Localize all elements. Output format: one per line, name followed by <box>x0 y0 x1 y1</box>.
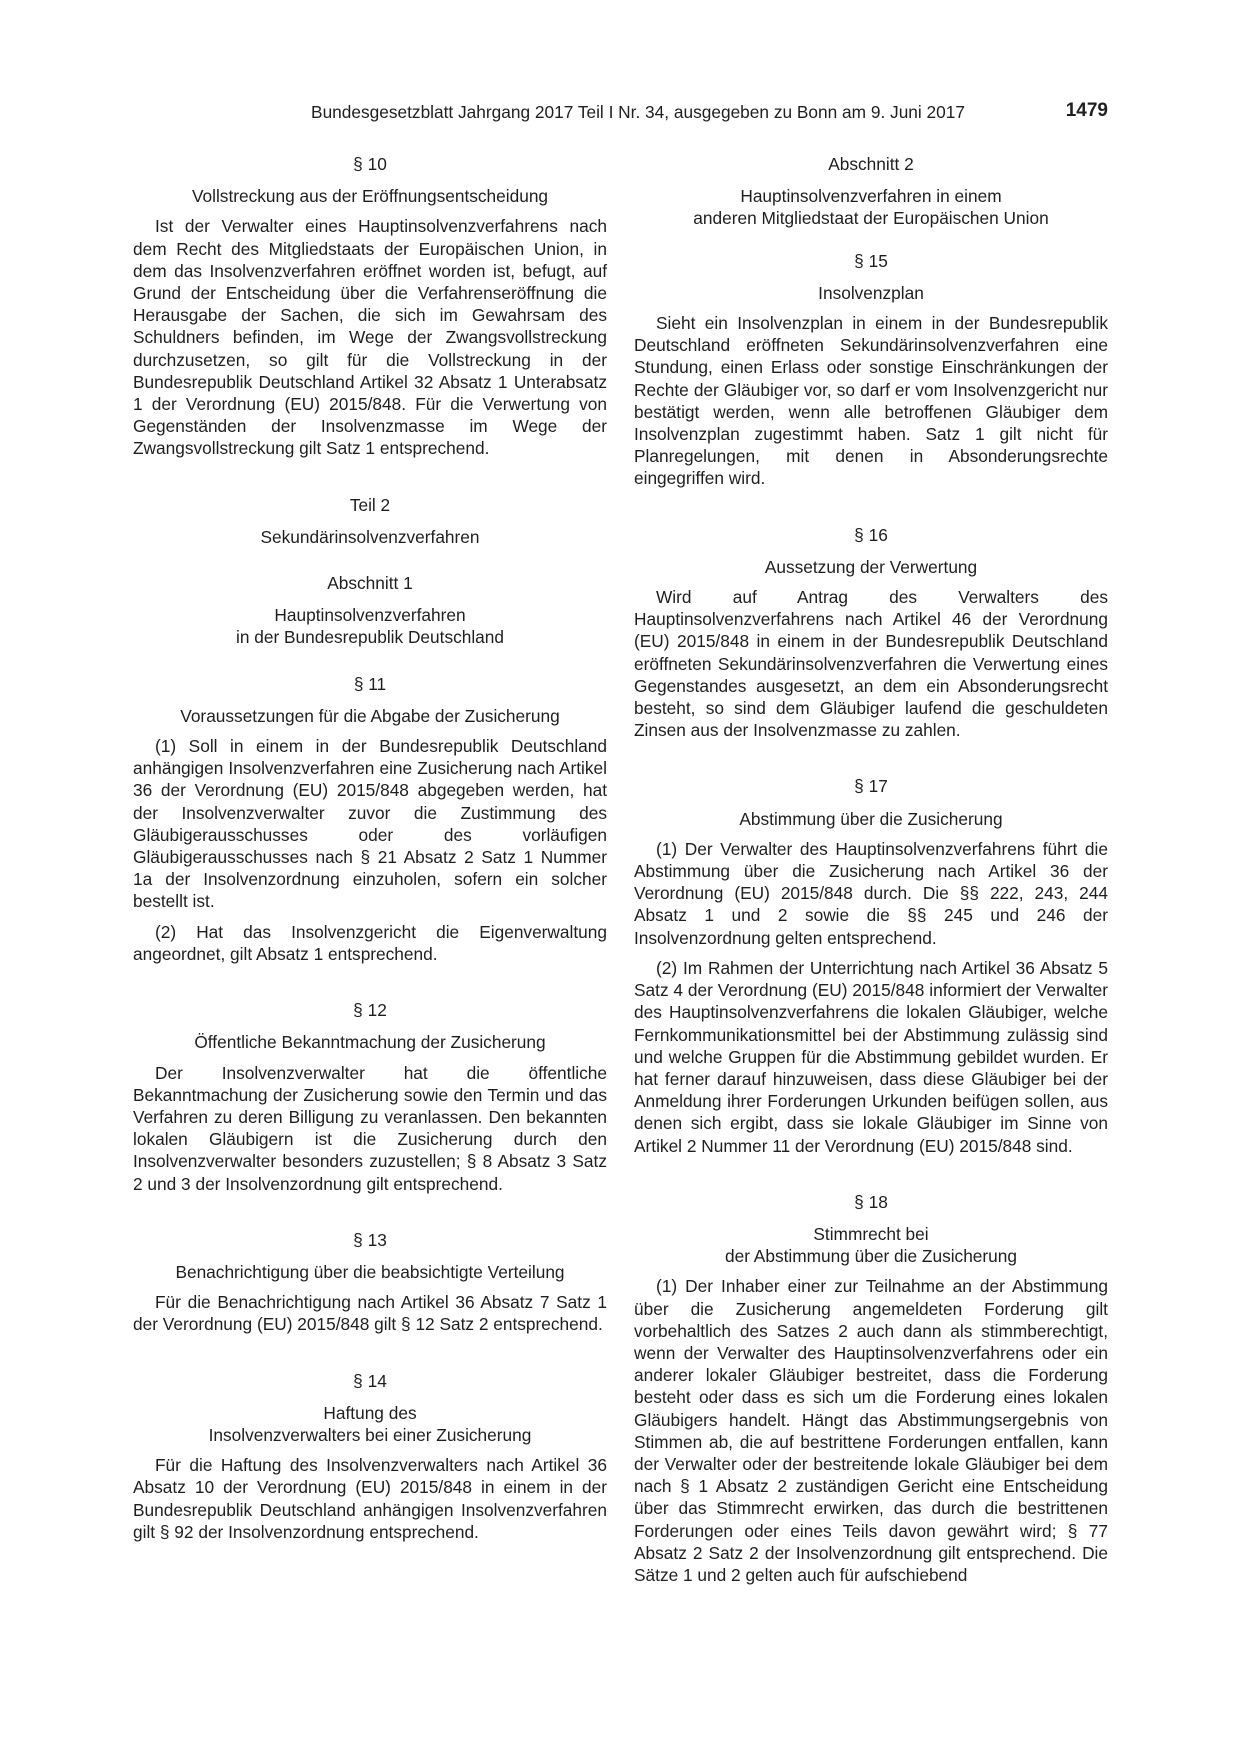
part-title: Sekundärinsolvenzverfahren <box>260 526 480 547</box>
chapter-2-heading <box>634 153 1108 230</box>
chapter-number: Abschnitt 1 <box>327 573 413 594</box>
chapter-title-line-2: in der Bundesrepublik Deutschland <box>235 627 505 648</box>
section-body: Wird auf Antrag des Verwalters des Hauptinsolvenzverfahrens nach Artikel 46 der Verordnung (EU) 2015/848 in einem in der Bundesrepublik Deutschland eröffneten Sekundärinsolvenzverfahren die Verwertung eines Gegenstandes ausgesetzt, an dem ein Absonderungsrecht besteht, so sind dem Gläubiger laufend die geschuldeten Zinsen aus der Insolvenzmasse zu zahlen. <box>634 587 1108 741</box>
section-number: § 14 <box>353 1370 387 1391</box>
section-number: § 12 <box>353 1000 387 1021</box>
chapter-title-line-1: Hauptinsolvenzverfahren in einem <box>740 186 1002 207</box>
section-title: Aussetzung der Verwertung <box>764 556 978 577</box>
part-number: Teil 2 <box>349 494 391 515</box>
chapter-title-line-1: Hauptinsolvenzverfahren <box>274 605 466 626</box>
section-title-line-1: Haftung des <box>323 1402 417 1423</box>
section-title: Vollstreckung aus der Eröffnungsentscheidung <box>191 186 549 207</box>
section-12 <box>133 999 607 1195</box>
section-title: Insolvenzplan <box>818 282 924 303</box>
section-10 <box>133 153 607 460</box>
page-number: 1479 <box>1065 100 1108 121</box>
paragraph-1: (1) Der Inhaber einer zur Teilnahme an der Abstimmung über die Zusicherung angemeldeten Forderung gilt vorbehaltlich des Satzes 2 auch dann als stimmberechtigt, wenn der Verwalter des Hauptinsolvenzverfahrens oder ein anderer lokaler Gläubiger bestreitet, dass die Forderung besteht oder dass es sich um die Forderung eines lokalen Gläubigers handelt. Hängt das Abstimmungsergebnis von Stimmen ab, die auf bestrittene Forderungen entfallen, kann der Verwalter oder der bestreitende lokale Gläubiger bei dem nach § 1 Absatz 2 zuständigen Gericht eine Entscheidung über das Stimmrecht erwirken, das durch die bestrittenen Forderungen oder eines Teils davon gewährt wird; § 77 Absatz 2 Satz 2 der Insolvenzordnung gilt entsprechend. Die Sätze 1 und 2 gelten auch für aufschiebend <box>634 1276 1108 1585</box>
section-number: § 16 <box>854 524 888 545</box>
left-column <box>133 153 607 1543</box>
section-title: Voraussetzungen für die Abgabe der Zusicherung <box>180 705 560 726</box>
section-title-line-2: Insolvenzverwalters bei einer Zusicherung <box>208 1424 532 1445</box>
section-title-line-1: Stimmrecht bei <box>813 1223 929 1244</box>
gazette-title: Bundesgesetzblatt Jahrgang 2017 Teil I Nr. 34, ausgegeben zu Bonn am 9. Juni 2017 <box>311 102 965 122</box>
section-body: Für die Haftung des Insolvenzverwalters nach Artikel 36 Absatz 10 der Verordnung (EU) 2015/848 in einem in der Bundesrepublik Deutschland anhängigen Insolvenzverfahren gilt § 92 der Insolvenzordnung entsprechend. <box>133 1455 607 1542</box>
section-body: Der Insolvenzverwalter hat die öffentliche Bekanntmachung der Zusicherung sowie den Termin und das Verfahren zu deren Billigung zu veranlassen. Den bekannten lokalen Gläubigern ist die Zusicherung durch den Insolvenzverwalter besonders zuzustellen; § 8 Absatz 3 Satz 2 und 3 der Insolvenzordnung gilt entsprechend. <box>133 1062 607 1194</box>
section-number: § 11 <box>353 673 387 694</box>
section-18 <box>634 1191 1108 1586</box>
section-title: Öffentliche Bekanntmachung der Zusicherung <box>194 1032 546 1053</box>
section-17 <box>634 775 1108 1156</box>
section-body: Sieht ein Insolvenzplan in einem in der Bundesrepublik Deutschland eröffneten Sekundärinsolvenzverfahren eine Stundung, einen Erlass oder sonstige Einschränkungen der Rechte der Gläubiger vor, so darf er vom Insolvenzgericht nur bestätigt werden, wenn alle betroffenen Gläubiger dem Insolvenzplan zugestimmt haben. Satz 1 gilt nicht für Planregelungen, mit denen in Absonderungsrechte eingegriffen wird. <box>634 313 1108 489</box>
section-title-line-2: der Abstimmung über die Zusicherung <box>724 1246 1018 1267</box>
chapter-1-heading <box>133 572 607 649</box>
paragraph-1: (1) Soll in einem in der Bundesrepublik Deutschland anhängigen Insolvenzverfahren eine Zusicherung nach Artikel 36 der Verordnung (EU) 2015/848 abgegeben werden, hat der Insolvenzverwalter zuvor die Zustimmung des Gläubigerausschusses oder des vorläufigen Gläubigerausschusses nach § 21 Absatz 2 Satz 1 Nummer 1a der Insolvenzordnung einzuholen, sofern ein solcher bestellt ist. <box>133 736 607 912</box>
chapter-title-line-2: anderen Mitgliedstaat der Europäischen Union <box>693 208 1049 229</box>
chapter-number: Abschnitt 2 <box>828 154 914 174</box>
section-14 <box>133 1370 607 1543</box>
section-body: Ist der Verwalter eines Hauptinsolvenzverfahrens nach dem Recht des Mitgliedstaats der Europäischen Union, in dem das Insolvenzverfahren eröffnet worden ist, befugt, auf Grund der Entscheidung über die Verfahrenseröffnung die Herausgabe der Sachen, die sich im Gewahrsam des Schuldners befinden, im Wege der Zwangsvollstreckung durchzusetzen, so gilt für die Vollstreckung in der Bundesrepublik Deutschland Artikel 32 Absatz 1 Unterabsatz 1 der Verordnung (EU) 2015/848. Für die Verwertung von Gegenständen der Insolvenzmasse im Wege der Zwangsvollstreckung gilt Satz 1 entsprechend. <box>133 216 607 459</box>
section-body: Für die Benachrichtigung nach Artikel 36 Absatz 7 Satz 1 der Verordnung (EU) 2015/848 gilt § 12 Satz 2 entsprechend. <box>133 1292 607 1335</box>
section-number: § 10 <box>353 154 387 174</box>
part-2-heading <box>133 494 607 548</box>
section-number: § 13 <box>353 1229 387 1250</box>
section-15 <box>634 250 1108 490</box>
paragraph-1: (1) Der Verwalter des Hauptinsolvenzverfahrens führt die Abstimmung über die Zusicherung nach Artikel 36 der Verordnung (EU) 2015/848 durch. Die §§ 222, 243, 244 Absatz 1 und 2 sowie die §§ 245 und 246 der Insolvenzordnung gelten entsprechend. <box>634 838 1108 948</box>
section-16 <box>634 524 1108 742</box>
section-11 <box>133 673 607 965</box>
paragraph-2: (2) Hat das Insolvenzgericht die Eigenverwaltung angeordnet, gilt Absatz 1 entsprechend. <box>133 921 607 964</box>
right-column <box>634 153 1108 1586</box>
section-number: § 18 <box>854 1191 888 1212</box>
section-number: § 17 <box>854 776 888 797</box>
paragraph-2: (2) Im Rahmen der Unterrichtung nach Artikel 36 Absatz 5 Satz 4 der Verordnung (EU) 2015/848 informiert der Verwalter des Hauptinsolvenzverfahrens die lokalen Gläubiger, welche Fernkommunikationsmittel bei der Abstimmung zulässig sind und welche Gruppen für die Abstimmung gebildet wurden. Er hat ferner darauf hinzuweisen, dass diese Gläubiger bei der Anmeldung ihrer Forderungen Urkunden beifügen sollen, aus denen sich ergibt, dass sie lokale Gläubiger im Sinne von Artikel 2 Nummer 11 der Verordnung (EU) 2015/848 sind. <box>634 957 1108 1156</box>
section-13 <box>133 1229 607 1336</box>
section-number: § 15 <box>854 250 888 271</box>
section-title: Abstimmung über die Zusicherung <box>739 808 1003 829</box>
section-title: Benachrichtigung über die beabsichtigte Verteilung <box>175 1261 565 1282</box>
page-header <box>0 102 1241 132</box>
